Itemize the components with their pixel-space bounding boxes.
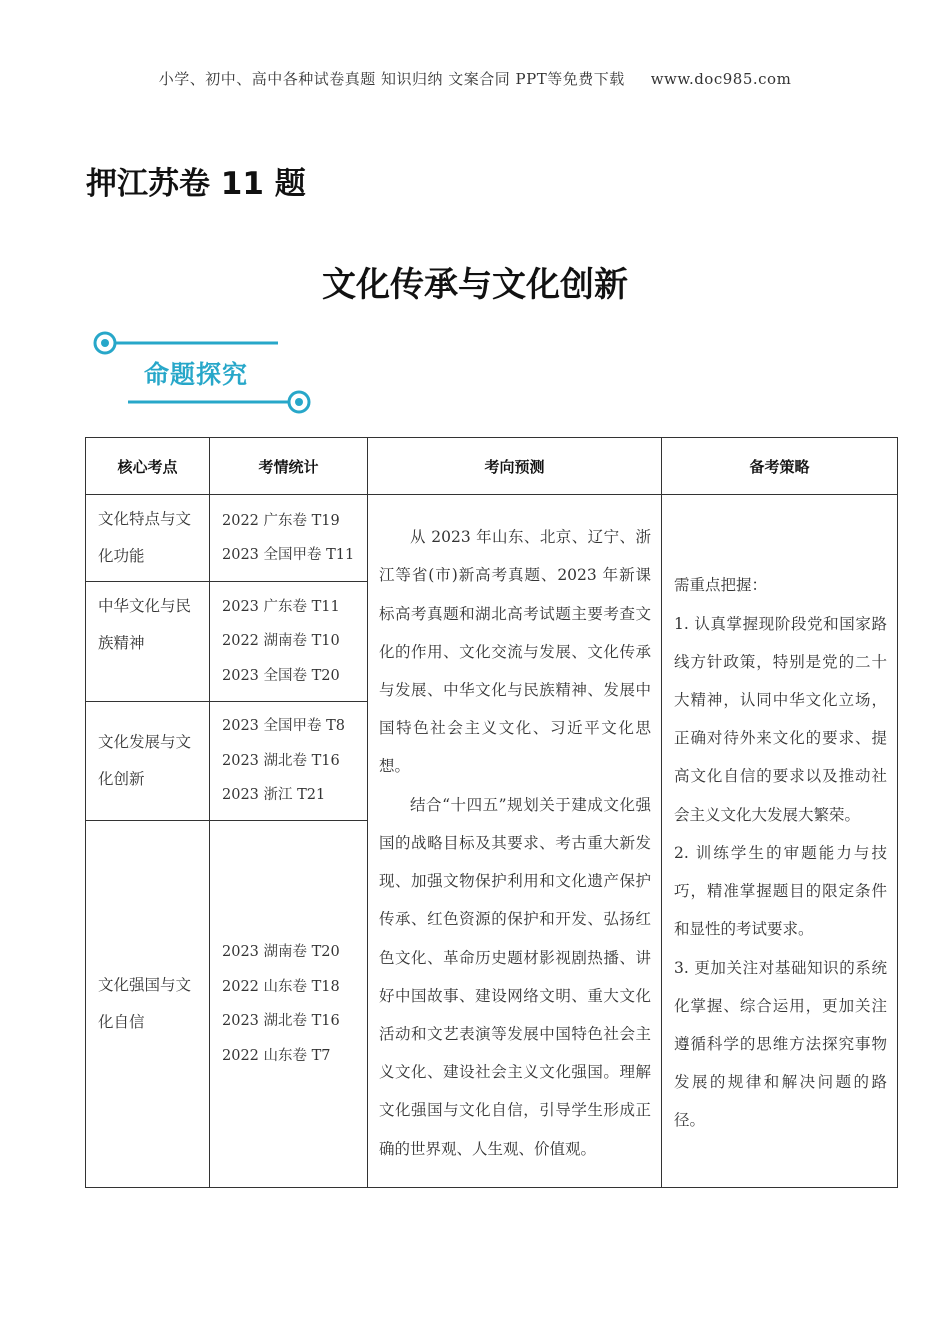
table-row	[86, 495, 898, 582]
document-title: 文化传承与文化创新	[322, 265, 628, 305]
stats-cell	[210, 495, 368, 582]
stats-cell	[210, 582, 368, 702]
strategy-item: 1. 认真掌握现阶段党和国家路线方针政策，特别是党的二十大精神，认同中华文化立场，正确对待外来文化的要求、提高文化自信的要求以及推动社会主义文化大发展大繁荣。	[674, 614, 887, 824]
forecast-paragraph: 从 2023 年山东、北京、辽宁、浙江等省(市)新高考真题、2023 年新课标高考真题和湖北高考试题主要考查文化的作用、文化交流与发展、文化传承与发展、中华文化与民族精神、发展中国特色社会主义文化、习近平文化思想。	[379, 528, 651, 776]
strategy-item: 3. 更加关注对基础知识的系统化掌握、综合运用，更加关注遵循科学的思维方法探究事物发展的规律和解决问题的路径。	[674, 958, 887, 1130]
stat-item: 2022 山东卷 T18	[222, 978, 340, 995]
topic-cell: 文化特点与文化功能	[86, 495, 210, 582]
stat-item: 2022 山东卷 T7	[222, 1047, 331, 1064]
header-text: 小学、初中、高中各种试卷真题 知识归纳 文案合同 PPT等免费下载	[158, 70, 625, 88]
forecast-paragraph: 结合“十四五”规划关于建成文化强国的战略目标及其要求、考古重大新发现、加强文物保护利用和文化遗产保护传承、红色资源的保护和开发、弘扬红色文化、革命历史题材影视剧热播、讲好中国故事、建设网络文明、重大文化活动和文艺表演等发展中国特色社会主义文化、建设社会主义文化强国。理解文化强国与文化自信，引导学生形成正确的世界观、人生观、价值观。	[379, 795, 651, 1158]
header-core-topic: 核心考点	[86, 438, 210, 495]
topic-cell: 中华文化与民族精神	[86, 582, 210, 702]
stat-item: 2023 湖南卷 T20	[222, 944, 340, 960]
stat-item: 2023 全国甲卷 T8	[222, 718, 346, 735]
stat-item: 2022 广东卷 T19	[222, 512, 340, 529]
header-site-link[interactable]: www.doc985.com	[650, 70, 792, 88]
forecast-cell	[368, 495, 662, 1188]
strategy-item: 需重点把握：	[674, 576, 768, 595]
stats-cell	[210, 821, 368, 1188]
strategy-cell	[662, 495, 898, 1188]
stat-item: 2023 全国卷 T20	[222, 667, 340, 684]
banner-label: 命题探究	[144, 360, 249, 389]
strategy-item: 2. 训练学生的审题能力与技巧，精准掌握题目的限定条件和显性的考试要求。	[674, 843, 887, 939]
header-forecast: 考向预测	[368, 438, 662, 495]
topic-cell: 文化强国与文化自信	[86, 821, 210, 1188]
exam-strategy-table	[85, 437, 898, 1188]
stat-item: 2023 广东卷 T11	[222, 598, 340, 615]
stat-item: 2023 湖北卷 T16	[222, 752, 340, 769]
section-banner	[88, 325, 318, 417]
topic-cell: 文化发展与文化创新	[86, 702, 210, 821]
exam-tag-heading: 押江苏卷 11 题	[86, 166, 306, 202]
stats-cell	[210, 702, 368, 821]
stat-item: 2023 全国甲卷 T11	[222, 547, 355, 563]
header-exam-stats: 考情统计	[210, 438, 368, 495]
header-strategy: 备考策略	[662, 438, 898, 495]
table-header-row	[86, 438, 898, 495]
page-header	[0, 68, 950, 89]
stat-item: 2022 湖南卷 T10	[222, 633, 340, 650]
stat-item: 2023 浙江 T21	[222, 787, 326, 804]
stat-item: 2023 湖北卷 T16	[222, 1013, 340, 1029]
